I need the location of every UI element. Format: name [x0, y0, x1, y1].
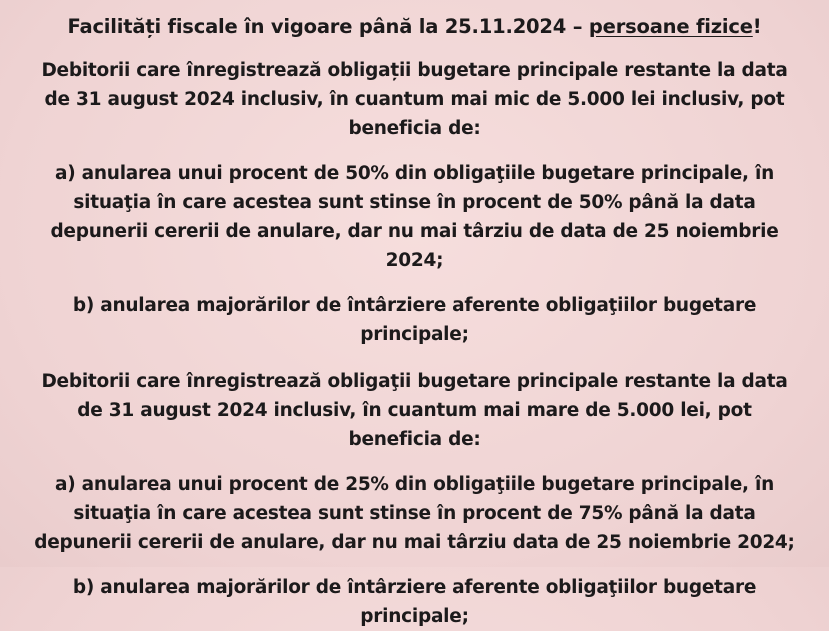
notice-title: [16, 14, 813, 40]
section2-point-b: b) anularea majorărilor de întârziere aferente obligaţiilor bugetare principale;: [72, 577, 757, 627]
section2-intro: Debitorii care înregistrează obligaţii bugetare principale restante la data de 31 august 2024 inclusiv, în cuantum mai mare de 5.000 lei, pot beneficia de:: [41, 371, 788, 450]
section1-intro: Debitorii care înregistrează obligații bugetare principale restante la data de 31 august 2024 inclusiv, în cuantum mai mic de 5.000 lei inclusiv, pot beneficia de:: [41, 60, 788, 139]
title-underlined: persoane fizice: [588, 15, 753, 38]
section1-point-b: b) anularea majorărilor de întârziere aferente obligaţiilor bugetare principale;: [72, 295, 757, 345]
title-suffix: !: [752, 15, 762, 38]
section1-point-a: a) anularea unui procent de 50% din obligaţiile bugetare principale, în situaţia în care acestea sunt stinse în procent de 50% până la data depunerii cererii de anulare, dar nu mai târziu de data de 25 noiembrie 2024;: [50, 163, 779, 271]
section2-point-a: a) anularea unui procent de 25% din obligaţiile bugetare principale, în situaţia în care acestea sunt stinse în procent de 75% până la data depunerii cererii de anulare, dar nu mai târziu data de 25 noiembrie 2024;: [34, 474, 795, 553]
title-prefix: Facilități fiscale în vigoare până la 25.11.2024 –: [67, 15, 589, 38]
